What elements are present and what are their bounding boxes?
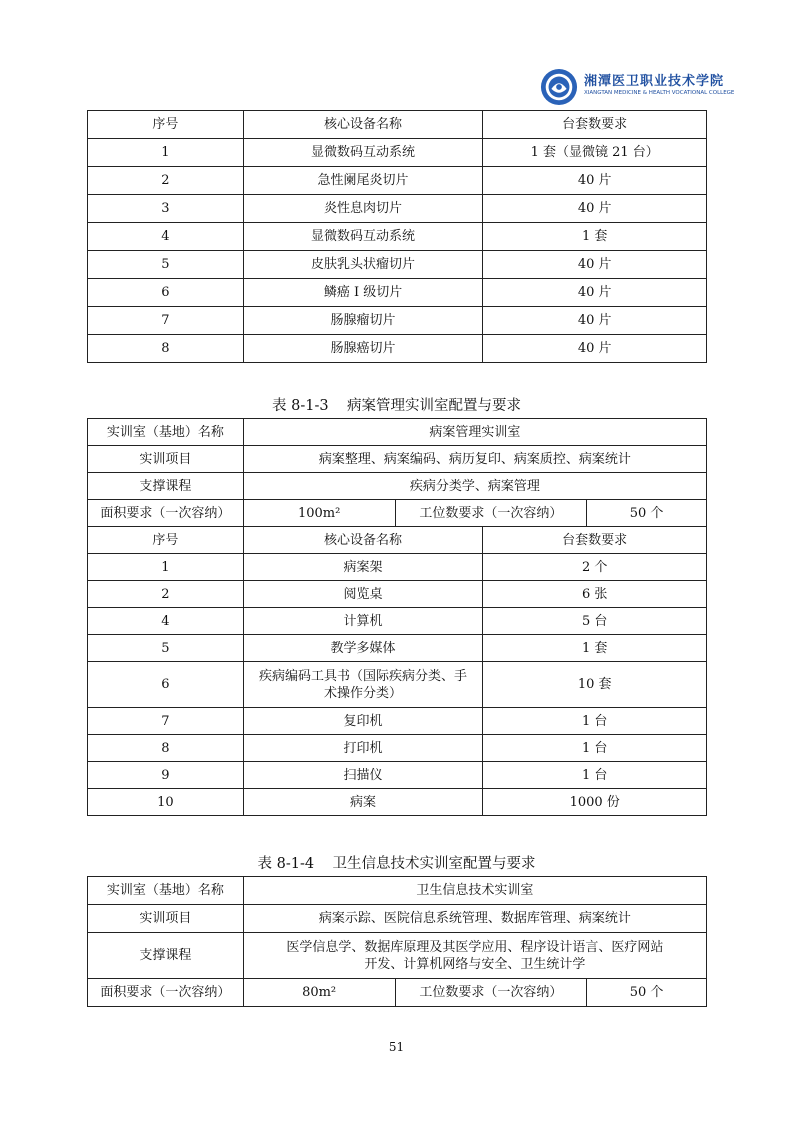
- quantity-cell: 6 张: [483, 581, 707, 608]
- row-index-cell: 6: [88, 279, 244, 307]
- items-label: 实训项目: [88, 446, 244, 473]
- header-cell: 核心设备名称: [243, 527, 483, 554]
- row-index-cell: 5: [88, 635, 244, 662]
- quantity-cell: 40 片: [483, 195, 707, 223]
- equipment-name-cell: 显微数码互动系统: [243, 139, 483, 167]
- room-label: 实训室（基地）名称: [88, 877, 244, 905]
- quantity-cell: 40 片: [483, 279, 707, 307]
- table-row: [88, 167, 707, 195]
- quantity-cell: 1 台: [483, 762, 707, 789]
- equipment-name-cell: 病案架: [243, 554, 483, 581]
- station-value: 50 个: [587, 979, 707, 1007]
- course-row: [88, 473, 707, 500]
- header-cell: 台套数要求: [483, 527, 707, 554]
- quantity-cell: 5 台: [483, 608, 707, 635]
- room-value: 卫生信息技术实训室: [243, 877, 706, 905]
- row-index-cell: 8: [88, 335, 244, 363]
- table-row: [88, 662, 707, 708]
- page-number: 51: [388, 1040, 405, 1054]
- table-row: [88, 279, 707, 307]
- row-index-cell: 8: [88, 735, 244, 762]
- quantity-cell: 40 片: [483, 307, 707, 335]
- table-row: [88, 789, 707, 816]
- area-row: [88, 500, 707, 527]
- table-row: [88, 762, 707, 789]
- equipment-name-cell: 炎性息肉切片: [243, 195, 483, 223]
- row-index-cell: 4: [88, 608, 244, 635]
- medical-record-lab-table: [87, 418, 707, 816]
- quantity-cell: 40 片: [483, 251, 707, 279]
- equipment-name-cell: 疾病编码工具书（国际疾病分类、手术操作分类）: [243, 662, 483, 708]
- row-index-cell: 10: [88, 789, 244, 816]
- equipment-name-cell: 肠腺瘤切片: [243, 307, 483, 335]
- equipment-name-cell: 复印机: [243, 708, 483, 735]
- equipment-name-cell: 急性阑尾炎切片: [243, 167, 483, 195]
- course-value: 疾病分类学、病案管理: [243, 473, 706, 500]
- equipment-name-cell: 阅览桌: [243, 581, 483, 608]
- row-index-cell: 9: [88, 762, 244, 789]
- equipment-name-cell: 皮肤乳头状瘤切片: [243, 251, 483, 279]
- course-label: 支撑课程: [88, 473, 244, 500]
- equipment-name-cell: 打印机: [243, 735, 483, 762]
- quantity-cell: 1 台: [483, 708, 707, 735]
- items-label: 实训项目: [88, 905, 244, 933]
- table-row: [88, 335, 707, 363]
- quantity-cell: 10 套: [483, 662, 707, 708]
- college-name-en: XIANGTAN MEDICINE & HEALTH VOCATIONAL COLLEGE: [584, 90, 735, 96]
- area-label: 面积要求（一次容纳）: [88, 979, 244, 1007]
- table-row: [88, 581, 707, 608]
- items-row: [88, 446, 707, 473]
- header-cell: 序号: [88, 527, 244, 554]
- equipment-table-continued: [87, 110, 707, 363]
- row-index-cell: 5: [88, 251, 244, 279]
- table-row: [88, 223, 707, 251]
- quantity-cell: 1 套: [483, 635, 707, 662]
- table-row: [88, 708, 707, 735]
- row-index-cell: 2: [88, 581, 244, 608]
- quantity-cell: 2 个: [483, 554, 707, 581]
- equipment-name-cell: 显微数码互动系统: [243, 223, 483, 251]
- table-row: [88, 195, 707, 223]
- row-index-cell: 4: [88, 223, 244, 251]
- equipment-name-cell: 鳞癌 I 级切片: [243, 279, 483, 307]
- room-label: 实训室（基地）名称: [88, 419, 244, 446]
- row-index-cell: 7: [88, 708, 244, 735]
- header-cell: 台套数要求: [483, 111, 707, 139]
- items-row: [88, 905, 707, 933]
- area-label: 面积要求（一次容纳）: [88, 500, 244, 527]
- equipment-name-cell: 计算机: [243, 608, 483, 635]
- items-value: 病案示踪、医院信息系统管理、数据库管理、病案统计: [243, 905, 706, 933]
- quantity-cell: 40 片: [483, 167, 707, 195]
- table-row: [88, 251, 707, 279]
- table-row: [88, 608, 707, 635]
- station-label: 工位数要求（一次容纳）: [395, 500, 587, 527]
- college-logo: [540, 64, 735, 112]
- room-row: [88, 877, 707, 905]
- course-value: 医学信息学、数据库原理及其医学应用、程序设计语言、医疗网站开发、计算机网络与安全、卫生统计学: [243, 933, 706, 979]
- health-info-lab-table: [87, 876, 707, 1007]
- table-row: [88, 307, 707, 335]
- row-index-cell: 2: [88, 167, 244, 195]
- table2-caption: 表 8-1-3 病案管理实训室配置与要求: [271, 398, 522, 414]
- quantity-cell: 1 台: [483, 735, 707, 762]
- equipment-name-cell: 肠腺癌切片: [243, 335, 483, 363]
- area-value: 100m²: [243, 500, 395, 527]
- row-index-cell: 6: [88, 662, 244, 708]
- table3-caption: 表 8-1-4 卫生信息技术实训室配置与要求: [257, 856, 536, 872]
- college-seal-icon: [540, 68, 578, 106]
- room-row: [88, 419, 707, 446]
- table-row: [88, 735, 707, 762]
- table-header-row: [88, 527, 707, 554]
- row-index-cell: 3: [88, 195, 244, 223]
- table-row: [88, 554, 707, 581]
- area-value: 80m²: [243, 979, 395, 1007]
- station-value: 50 个: [587, 500, 707, 527]
- items-value: 病案整理、病案编码、病历复印、病案质控、病案统计: [243, 446, 706, 473]
- table-header-row: [88, 111, 707, 139]
- course-label: 支撑课程: [88, 933, 244, 979]
- station-label: 工位数要求（一次容纳）: [395, 979, 587, 1007]
- quantity-cell: 1 套（显微镜 21 台）: [483, 139, 707, 167]
- quantity-cell: 1 套: [483, 223, 707, 251]
- row-index-cell: 1: [88, 554, 244, 581]
- header-cell: 序号: [88, 111, 244, 139]
- header-cell: 核心设备名称: [243, 111, 483, 139]
- equipment-name-cell: 扫描仪: [243, 762, 483, 789]
- quantity-cell: 1000 份: [483, 789, 707, 816]
- area-row: [88, 979, 707, 1007]
- quantity-cell: 40 片: [483, 335, 707, 363]
- college-name: 湘潭医卫职业技术学院: [584, 74, 725, 89]
- equipment-name-cell: 教学多媒体: [243, 635, 483, 662]
- table-row: [88, 139, 707, 167]
- table-row: [88, 635, 707, 662]
- course-row: [88, 933, 707, 979]
- row-index-cell: 7: [88, 307, 244, 335]
- row-index-cell: 1: [88, 139, 244, 167]
- room-value: 病案管理实训室: [243, 419, 706, 446]
- equipment-name-cell: 病案: [243, 789, 483, 816]
